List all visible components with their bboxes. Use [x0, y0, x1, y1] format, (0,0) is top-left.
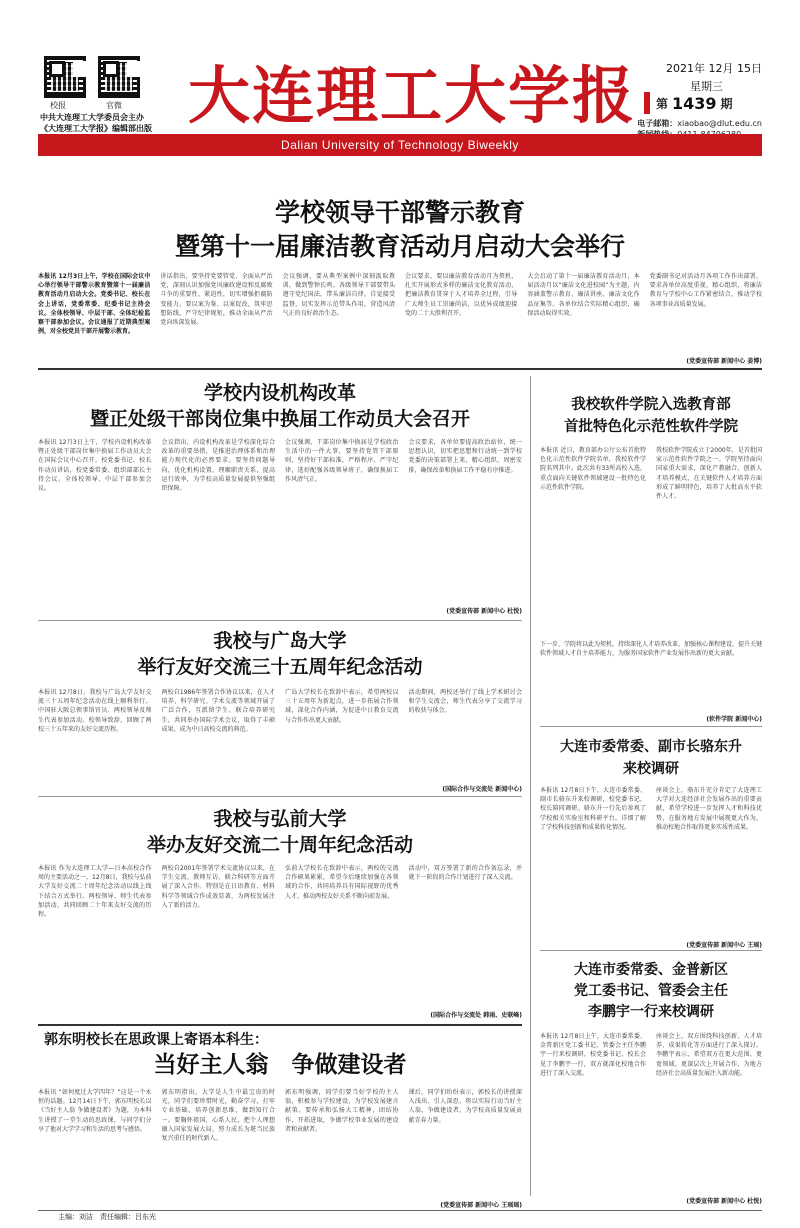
qr-code-icon[interactable] — [98, 56, 140, 98]
lead-column: 讲话指出，要坚持党要管党、全面从严治党，深刻认识加强党风廉政建设和反腐败斗争的重要性、紧迫性，切实增强拒腐防变能力。要以案为鉴、以案促改，筑牢思想防线，严守纪律规矩，推动全面从严治党向纵深发展。 — [160, 273, 273, 327]
qr-label: 校报 — [50, 101, 66, 110]
hongqian-title-line1: 我校与弘前大学 — [213, 808, 347, 830]
guangdao-byline: (国际合作与交流处 新闻中心) — [442, 786, 522, 793]
lead-title-line1: 学校领导干部警示教育 — [274, 198, 525, 227]
software-title-line1: 我校软件学院入选教育部 — [571, 396, 731, 413]
guangdao-column: 广岛大学校长在致辞中表示，希望两校以三十五周年为新起点，进一步拓展合作领域，深化合作内涵，为促进中日教育交流与合作作出更大贡献。 — [285, 689, 399, 724]
jinpu-title-line1: 大连市委常委、金普新区 — [574, 962, 728, 978]
date-box — [666, 60, 762, 94]
software-byline: (软件学院 新闻中心) — [706, 716, 762, 723]
software-column: 本报讯 近日，教育部办公厅公布首批特色化示范性软件学院名单，我校软件学院名列其中。此次共有33所高校入选，重点面向关键软件领域建设一批特色化示范性软件学院。 — [540, 447, 646, 491]
jinpu-story-body — [540, 1032, 762, 1192]
lead-column: 大会启动了第十一届廉洁教育活动月，本届活动月以“廉洁文化进校园”为主题，内容涵盖警示教育、廉洁讲座、廉洁文化作品征集等。各单位结合实际精心组织，确保活动取得实效。 — [527, 273, 640, 317]
lead-byline: (党委宣传部 新闻中心 姜博) — [686, 358, 762, 365]
lead-column: 党委副书记对活动月各项工作作出部署，要求各单位高度重视、精心组织，将廉洁教育与学校中心工作紧密结合，推动学校各项事业高质量发展。 — [649, 273, 762, 308]
qr-label: 官微 — [106, 101, 122, 110]
software-headline — [540, 394, 762, 438]
guangdao-column: 活动期间，两校还举行了线上学术研讨会和学生交流会，师生代表分享了交流学习的收获与体会。 — [408, 689, 522, 715]
guo-column: 本报讯 “如何度过大学四年？”这是一个永恒的话题。12月14日下午，郭东明校长以《当好主人翁 争做建设者》为题，为本科生讲授了一堂生动的思政课，与同学们分享了他对大学学习和生活的思考与感悟。 — [38, 1089, 152, 1133]
hongqian-column: 弘前大学校长在致辞中表示，两校的交流合作硕果累累，希望今后继续加强在各领域的合作，共同培养具有国际视野的优秀人才，推动两校友好关系不断向前发展。 — [285, 865, 399, 900]
jinpu-title-line3: 李鹏宇一行来校调研 — [588, 1004, 714, 1020]
english-title-bar: Dalian University of Technology Biweekly — [38, 134, 762, 156]
jinpu-column: 座谈会上，双方围绕科技创新、人才培养、成果转化等方面进行了深入探讨。李鹏宇表示，希望双方在更大范围、更宽领域、更深层次上开展合作，为地方经济社会高质量发展注入新动能。 — [656, 1033, 762, 1077]
software-title-line2: 首批特色化示范性软件学院 — [564, 418, 738, 435]
guo-byline: (党委宣传部 新闻中心 王瑶瑶) — [440, 1202, 522, 1209]
guo-column: 课后，同学们纷纷表示，郭校长的讲授深入浅出、引人深思，将以实际行动当好主人翁，争做建设者，为学校高质量发展贡献青春力量。 — [408, 1089, 522, 1124]
lead-column: 会议要求，要以廉洁教育活动月为契机，扎实开展形式多样的廉洁文化教育活动，把廉洁教育贯穿于人才培养全过程，引导广大师生员工崇廉尚洁，以优异成绩迎接党的二十大胜利召开。 — [404, 273, 518, 317]
section-divider — [38, 620, 522, 621]
lead-title-line2: 暨第十一届廉洁教育活动月启动大会举行 — [174, 232, 625, 261]
hongqian-byline: (国际合作与交流处 韩雨、史联峰) — [430, 1012, 522, 1019]
hongqian-story-body — [38, 864, 522, 1006]
issue-prefix: 第 — [656, 96, 669, 111]
masthead — [0, 0, 800, 133]
guangdao-headline — [38, 628, 522, 680]
email-label: 电子邮箱： — [637, 119, 678, 128]
guo-column: 郭东明指出，大学是人生中最宝贵的时光，同学们要珍惜时光，勤奋学习，打牢专业基础，培养创新思维，做到知行合一。要胸怀祖国，心系人民，把个人理想融入国家发展大局，努力成长为堪当民族复兴重任的时代新人。 — [161, 1089, 275, 1143]
reform-title-line1: 学校内设机构改革 — [203, 382, 356, 404]
hongqian-headline — [38, 806, 522, 858]
section-divider — [38, 1024, 522, 1026]
mayor-headline — [540, 736, 762, 780]
guangdao-title-line2: 举行友好交流三十五周年纪念活动 — [137, 656, 423, 678]
qr-code-icon[interactable] — [44, 56, 86, 98]
issue-number: 1439 — [672, 93, 717, 113]
email[interactable]: xiaobao@dlut.edu.cn — [677, 119, 762, 128]
editor: 《大连理工大学报》编辑部出版 — [40, 124, 152, 133]
guo-kicker: 郭东明校长在思政课上寄语本科生： — [44, 1032, 268, 1048]
footer-editors: 主编：刘洁 责任编辑：吕东光 — [38, 1210, 762, 1224]
weekday: 星期三 — [690, 80, 724, 93]
reform-column: 会议强调，干部岗位集中换届是学校政治生活中的一件大事，要坚持党管干部原则，坚持好干部标准，严格程序、严守纪律，选好配强各级领导班子，确保换届工作风清气正。 — [285, 439, 399, 483]
issue-number-box — [644, 92, 762, 114]
lead-column: 本报讯 12月3日上午，学校在国际会议中心举行领导干部警示教育暨第十一届廉洁教育活动月启动大会。党委书记、校长在会上讲话，党委常委、纪委书记主持会议。全体校领导、中层干部、全体纪检监察干部参加会议。会议通报了近期典型案例，对全校党员干部开展警示教育。 — [38, 273, 151, 336]
reform-story-body — [38, 438, 522, 604]
reform-byline: (党委宣传部 新闻中心 杜悦) — [446, 608, 522, 615]
guangdao-story-body — [38, 688, 522, 782]
lead-column: 会议强调，要从典型案例中深刻汲取教训，做到警钟长鸣。各级领导干部要带头遵守党纪国法，带头廉洁自律，自觉接受监督，切实发挥示范带头作用，营造风清气正的良好政治生态。 — [282, 273, 395, 317]
software-column: 我校软件学院成立于2000年，是首批国家示范性软件学院之一。学院坚持面向国家重大需求，深化产教融合，创新人才培养模式，在关键软件人才培养方面形成了鲜明特色，培养了大批高水平软件人才。 — [656, 447, 762, 501]
qr-codes — [44, 56, 140, 98]
guo-column: 郭东明强调，同学们要当好学校的主人翁，积极参与学校建设，为学校发展建言献策。要传承和弘扬大工精神，团结协作，开拓进取，争做学校事业发展的建设者和贡献者。 — [285, 1089, 399, 1133]
guangdao-column: 两校自1986年签署合作协议以来，在人才培养、科学研究、学术交流等领域开展了广泛合作，互派留学生、联合培养研究生，共同举办国际学术会议，取得了丰硕成果，成为中日高校交流的典范。 — [161, 689, 275, 733]
sponsor: 中共大连理工大学委员会主办 — [40, 113, 144, 122]
hongqian-column: 两校自2001年签署学术交流协议以来，在学生交流、教师互访、联合科研等方面开展了深入合作。特别是在日语教育、材料科学等领域合作成效显著，为两校发展注入了新的活力。 — [161, 865, 275, 909]
jinpu-byline: (党委宣传部 新闻中心 杜悦) — [686, 1198, 762, 1205]
mayor-story-body — [540, 786, 762, 936]
jinpu-column: 本报讯 12月8日上午，大连市委常委、金普新区党工委书记、管委会主任李鹏宇一行来校调研。校党委书记、校长会见了李鹏宇一行，双方就深化校地合作进行了深入交流。 — [540, 1033, 646, 1077]
issue-suffix: 期 — [720, 96, 733, 111]
mayor-column: 本报讯 12月8日下午，大连市委常委、副市长骆东升来校调研，校党委书记，校长陪同调研。骆东升一行先后参观了学校相关实验室和科研平台，详细了解了学校科技创新和成果转化情况。 — [540, 787, 646, 831]
software-column: 下一步，学院将以此为契机，持续深化人才培养改革，加强核心课程建设，提升关键软件领域人才自主培养能力，为服务国家软件产业发展作出新的更大贡献。 — [540, 641, 762, 658]
red-bar-icon — [644, 92, 650, 114]
hongqian-column: 活动中，双方签署了新的合作备忘录，并就下一阶段的合作计划进行了深入交流。 — [408, 865, 522, 882]
section-divider — [38, 796, 522, 797]
mayor-byline: (党委宣传部 新闻中心 王瑶) — [686, 942, 762, 949]
issue-date: 2021年 12月 15日 — [666, 62, 762, 75]
reform-title-line2: 暨正处级干部岗位集中换届工作动员大会召开 — [89, 408, 470, 430]
lead-headline — [38, 196, 762, 264]
guangdao-column: 本报讯 12月8日，我校与广岛大学友好交流三十五周年纪念活动在线上顺利举行。中国驻大阪总领事馆官员、两校领导及师生代表参加活动。校领导致辞，回顾了两校三十五年来的友好交流历程。 — [38, 689, 152, 733]
qr-labels — [44, 100, 128, 111]
mayor-title-line1: 大连市委常委、副市长骆东升 — [560, 739, 742, 755]
section-divider — [38, 368, 762, 370]
reform-headline — [38, 380, 522, 432]
column-divider — [530, 376, 531, 1196]
guo-headline: 当好主人翁 争做建设者 — [153, 1051, 407, 1078]
section-divider — [540, 726, 762, 727]
mayor-title-line2: 来校调研 — [623, 761, 679, 777]
section-divider — [540, 950, 762, 951]
reform-column: 会议指出，内设机构改革是学校深化综合改革的重要举措，是推进治理体系和治理能力现代化的必然要求。要坚持问题导向，优化机构设置，理顺职责关系，提高运行效率，为学校高质量发展提供坚强组织保障。 — [161, 439, 275, 493]
jinpu-title-line2: 党工委书记、管委会主任 — [574, 983, 728, 999]
hongqian-column: 本报讯 作为大连理工大学—日本高校合作周的主要活动之一，12月8日，我校与弘前大学友好交流二十周年纪念活动以线上线下结合方式举行。两校领导、师生代表参加活动，共同回顾二十年来友好交流的历程。 — [38, 865, 152, 919]
lead-story-body — [38, 272, 762, 354]
guo-story-body — [38, 1088, 522, 1196]
mayor-column: 座谈会上，骆东升充分肯定了大连理工大学对大连经济社会发展作出的重要贡献，希望学校进一步发挥人才和科技优势，在服务地方发展中展现更大作为，推动校地合作取得更多实质性成果。 — [656, 787, 762, 831]
guangdao-title-line1: 我校与广岛大学 — [213, 630, 347, 652]
reform-column: 会议要求，各单位要提高政治站位，统一思想认识，切实把思想和行动统一到学校党委的决策部署上来，精心组织、周密安排，确保改革和换届工作平稳有序推进。 — [408, 439, 522, 474]
newspaper-title: 大连理工大学报 — [188, 59, 637, 132]
jinpu-headline — [540, 960, 762, 1023]
hongqian-title-line2: 举办友好交流二十周年纪念活动 — [146, 834, 413, 856]
reform-column: 本报讯 12月3日上午，学校内设机构改革暨正处级干部岗位集中换届工作动员大会在国际会议中心召开。校党委书记、校长作动员讲话，校党委常委、组织部部长主持会议。全体校领导、中层干部参加会议。 — [38, 439, 152, 493]
